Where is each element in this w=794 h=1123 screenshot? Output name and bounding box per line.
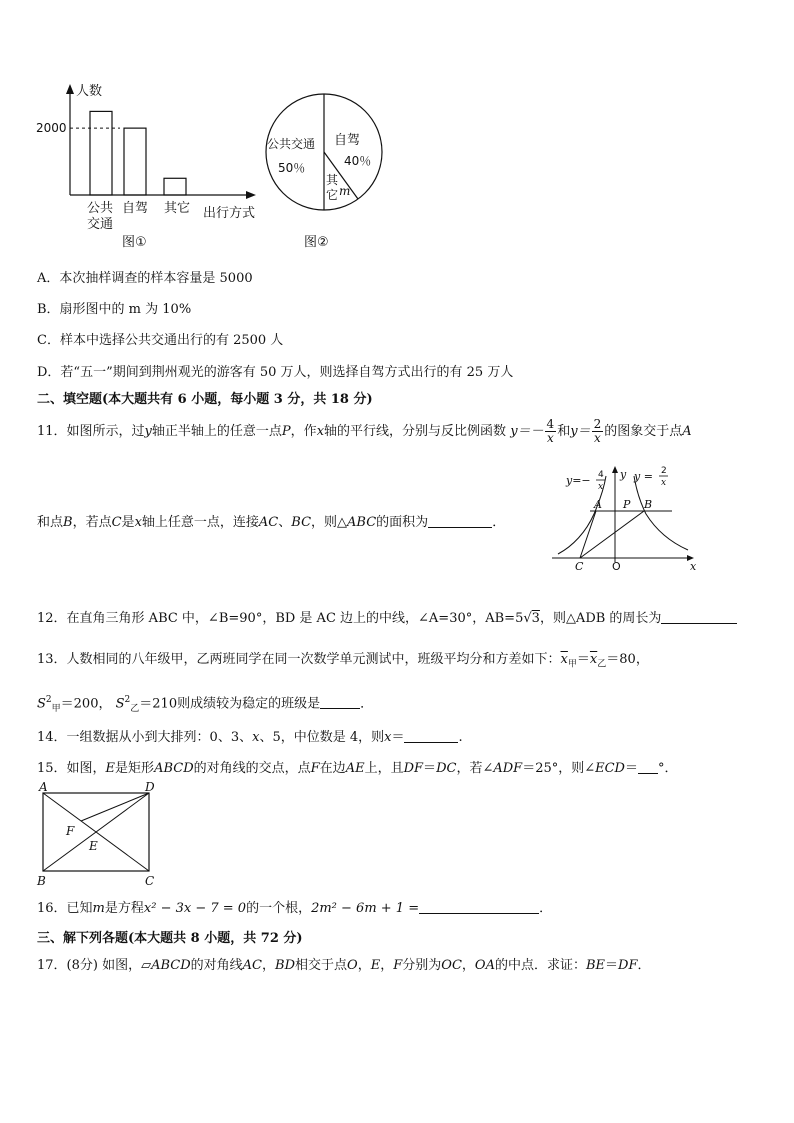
q13-answer-blank	[320, 694, 360, 709]
figure-1-caption: 图①	[122, 235, 147, 250]
q11-AC: AC	[258, 515, 279, 530]
q17-ABCD: ABCD	[151, 958, 191, 973]
category-other: 其它	[164, 201, 191, 216]
q15-F: F	[310, 761, 320, 776]
fig-label-f2-den: x	[661, 478, 667, 488]
q11-text: 的面积为	[376, 515, 429, 530]
q16-m: m	[92, 901, 105, 916]
q15-text: ，若∠	[456, 761, 494, 776]
q17-O: O	[347, 958, 358, 973]
fig-label-y: y	[620, 468, 627, 481]
q11-text: ，若点	[72, 515, 112, 530]
parallelogram-symbol: ▱	[141, 958, 152, 973]
q15-text: 在边	[319, 761, 346, 776]
q11-A: A	[682, 424, 692, 439]
q13-S-jia: S	[37, 696, 46, 712]
q15-ABCD: ABCD	[154, 761, 194, 776]
q11-figure	[548, 462, 708, 574]
q17-BE: BE	[585, 958, 606, 973]
fig-label-f1-num: 4	[598, 470, 604, 480]
q14-end: .	[458, 730, 463, 745]
q13-line-2	[37, 691, 373, 718]
x-axis-arrow	[246, 191, 256, 199]
q13-sub-yi: 乙	[130, 703, 140, 714]
y-axis-arrow	[66, 84, 74, 94]
q17-eq: ＝	[605, 958, 619, 973]
q11-line-1	[37, 417, 692, 445]
pie-label-other-1: 其	[326, 173, 339, 187]
q16-end: ．	[539, 901, 553, 916]
pie-label-self: 自驾	[334, 133, 361, 148]
q11-f2-lhs: y＝	[570, 424, 591, 439]
q11-line-2	[37, 513, 505, 532]
q13-line-1	[37, 651, 649, 674]
q11-P: P	[281, 424, 291, 439]
label-E: E	[89, 839, 98, 853]
q13-mean: ＝80，	[606, 652, 649, 667]
segment-DF	[81, 793, 149, 821]
q13-sup: 2	[45, 695, 52, 705]
pie-label-public: 公共交通	[267, 137, 316, 151]
q11-ABC: ABC	[347, 515, 377, 530]
section-3-heading: 三、解下列各题(本大题共 8 小题，共 72 分)	[37, 931, 303, 946]
y-axis-label: 人数	[76, 84, 103, 99]
q14-x: x	[252, 730, 260, 745]
q11-BC: BC	[291, 515, 312, 530]
q11-sep: 、	[278, 515, 292, 530]
q17-text: 分别为	[402, 958, 442, 973]
q14-x2: x	[384, 730, 392, 745]
q10-option-a: A．本次抽样调查的样本容量是 5000	[37, 271, 253, 286]
q11-answer-blank	[428, 513, 492, 528]
q13-end: ．	[360, 696, 374, 712]
q17-AC: AC	[242, 958, 263, 973]
q15-text: 15．如图，	[37, 761, 106, 776]
q10-option-d: D．若“五一”期间到荆州观光的游客有 50 万人，则选择自驾方式出行的有 25 万人	[37, 365, 514, 380]
q17-line	[37, 957, 651, 975]
q11-f1-fraction	[545, 418, 557, 445]
pie-label-other-2: 它	[326, 188, 339, 202]
q11-and: 和	[557, 424, 571, 439]
q14-mid: 、5，中位数是 4，则	[259, 730, 385, 745]
q13-sup: 2	[124, 695, 131, 705]
q12-sqrt-value: 3	[531, 611, 540, 626]
y-tick-2000: 2000	[36, 121, 67, 136]
q15-text: ＝	[423, 761, 437, 776]
q13-var-jia: ＝200，	[60, 696, 112, 712]
q15-AE: AE	[345, 761, 365, 776]
label-A: A	[39, 780, 48, 794]
q13-xbar-jia: $\overline{x}$	[560, 652, 568, 667]
denominator: x	[546, 431, 554, 445]
fig-label-A: A	[594, 498, 602, 511]
label-D: D	[145, 780, 155, 794]
q10-option-b: B．扇形图中的 m 为 10%	[37, 302, 192, 317]
q14-text: 14．一组数据从小到大排列：0、3、	[37, 730, 253, 745]
q17-BD: BD	[275, 958, 296, 973]
q11-text: 轴的平行线，分别与反比例函数	[324, 424, 507, 439]
fig-label-f2-num: 2	[661, 466, 667, 476]
q11-y: y	[144, 424, 152, 439]
fig-label-x: x	[690, 560, 697, 573]
q16-equation: x² − 3x − 7 = 0	[143, 901, 247, 916]
fig-label-P: P	[623, 498, 631, 511]
q15-text: ＝	[624, 761, 638, 776]
q13-sub-jia: 甲	[567, 659, 577, 670]
x-axis-label: 出行方式	[203, 206, 256, 221]
q11-text: 是	[121, 515, 135, 530]
fig-segment-AC	[580, 511, 596, 558]
q13-xbar-yi: $\overline{x}$	[589, 652, 598, 667]
category-public-1: 公共	[87, 201, 114, 216]
fig-label-B: B	[644, 498, 653, 511]
q11-B: B	[63, 515, 73, 530]
fig-label-O: O	[612, 560, 621, 573]
q12-line	[37, 609, 737, 628]
category-self-drive: 自驾	[122, 201, 149, 216]
fig-label-C: C	[575, 560, 584, 573]
q11-end: ．	[492, 515, 506, 530]
q17-OC: OC	[441, 958, 462, 973]
q13-text: 13．人数相同的八年级甲，乙两班同学在同一次数学单元测试中，班级平均分和方差如下：	[37, 652, 561, 667]
q15-answer-blank	[638, 759, 658, 774]
q15-ADF: ADF	[493, 761, 523, 776]
bar-other	[164, 178, 186, 195]
fig-segment-BC	[580, 511, 644, 558]
q11-text: ，作	[290, 424, 317, 439]
bar-self-drive	[124, 128, 146, 195]
q17-text: 的中点．求证：	[494, 958, 586, 973]
q14-eq: ＝	[391, 730, 405, 745]
category-public-2: 交通	[87, 217, 114, 232]
q13-sub-jia: 甲	[51, 703, 61, 714]
q16-answer-blank	[419, 899, 539, 914]
q17-comma: ，	[461, 958, 475, 973]
fig-label-f1-den: x	[598, 482, 604, 492]
label-F: F	[66, 824, 75, 838]
q17-end: ．	[637, 958, 651, 973]
q11-x: x	[134, 515, 142, 530]
q17-text: 17．(8分) 如图，	[37, 958, 142, 973]
label-C: C	[145, 874, 155, 888]
q11-text: 11．如图所示，过	[37, 424, 145, 439]
q15-DC: DC	[436, 761, 457, 776]
q13-var-yi: ＝210	[139, 696, 178, 712]
q11-text: 的图象交于点	[604, 424, 683, 439]
fig-label-f2: y =	[634, 470, 653, 483]
q11-text: 轴上任意一点，连接	[141, 515, 259, 530]
q17-text: 的对角线	[190, 958, 243, 973]
q17-E: E	[370, 958, 381, 973]
label-B: B	[37, 874, 46, 888]
q12-tail: ，则△ADB 的周长为	[539, 611, 662, 626]
sqrt-symbol: √	[523, 611, 532, 626]
q13-S-yi: S	[115, 696, 125, 712]
pie-pct-public: 50％	[278, 161, 306, 175]
figure-1-bar-chart	[30, 80, 270, 260]
q16-text: 16．已知	[37, 901, 93, 916]
q17-comma: ，	[262, 958, 276, 973]
fig-label-f1: y=−	[566, 474, 591, 487]
q13-sub-yi: 乙	[597, 659, 607, 670]
q11-text: 和点	[37, 515, 64, 530]
q11-f2-fraction	[592, 418, 604, 445]
q13-eq: ＝	[576, 652, 590, 667]
q15-line	[37, 759, 678, 778]
pie-label-other-m: m	[339, 184, 351, 198]
q14-line	[37, 728, 463, 747]
q16-text: 的一个根，	[246, 901, 312, 916]
q13-tail: 则成绩较为稳定的班级是	[177, 696, 321, 712]
fig-y-arrow	[612, 466, 618, 473]
q11-C: C	[111, 515, 122, 530]
q15-text: ＝25°，则∠	[522, 761, 596, 776]
q11-f1-lhs: y＝－	[510, 424, 544, 439]
q17-text: ，	[357, 958, 371, 973]
numerator: 4	[546, 417, 555, 431]
figure-2-caption: 图②	[304, 235, 329, 250]
q15-figure	[34, 779, 164, 891]
q14-answer-blank	[404, 728, 458, 743]
q17-F: F	[393, 958, 403, 973]
q11-text: ，则△	[311, 515, 348, 530]
q16-expression: 2m² − 6m + 1 =	[311, 901, 420, 916]
q15-ECD: ECD	[595, 761, 625, 776]
bar-public-transport	[90, 111, 112, 195]
q15-text: 的对角线的交点，点	[193, 761, 311, 776]
q12-text: 12．在直角三角形 ABC 中，∠B=90°，BD 是 AC 边上的中线，∠A=30°，AB=5	[37, 611, 524, 626]
q15-DF: DF	[403, 761, 424, 776]
q11-text: 轴正半轴上的任意一点	[151, 424, 282, 439]
q17-OA: OA	[474, 958, 495, 973]
q17-text: 相交于点	[295, 958, 348, 973]
q15-text: °．	[658, 761, 678, 776]
pie-pct-self: 40％	[344, 154, 372, 168]
q16-text: 是方程	[104, 901, 144, 916]
q17-comma: ，	[380, 958, 394, 973]
q15-text: 上，且	[364, 761, 404, 776]
denominator: x	[593, 431, 601, 445]
numerator: 2	[593, 417, 602, 431]
q10-option-c: C．样本中选择公共交通出行的有 2500 人	[37, 333, 284, 348]
q15-text: 是矩形	[115, 761, 155, 776]
q12-answer-blank	[661, 609, 737, 624]
q17-DF: DF	[618, 958, 638, 973]
q15-E: E	[105, 761, 116, 776]
section-2-heading: 二、填空题(本大题共有 6 小题，每小题 3 分，共 18 分)	[37, 392, 373, 407]
q16-line	[37, 899, 552, 918]
figure-2-pie-chart	[262, 84, 392, 254]
q11-x: x	[316, 424, 325, 439]
